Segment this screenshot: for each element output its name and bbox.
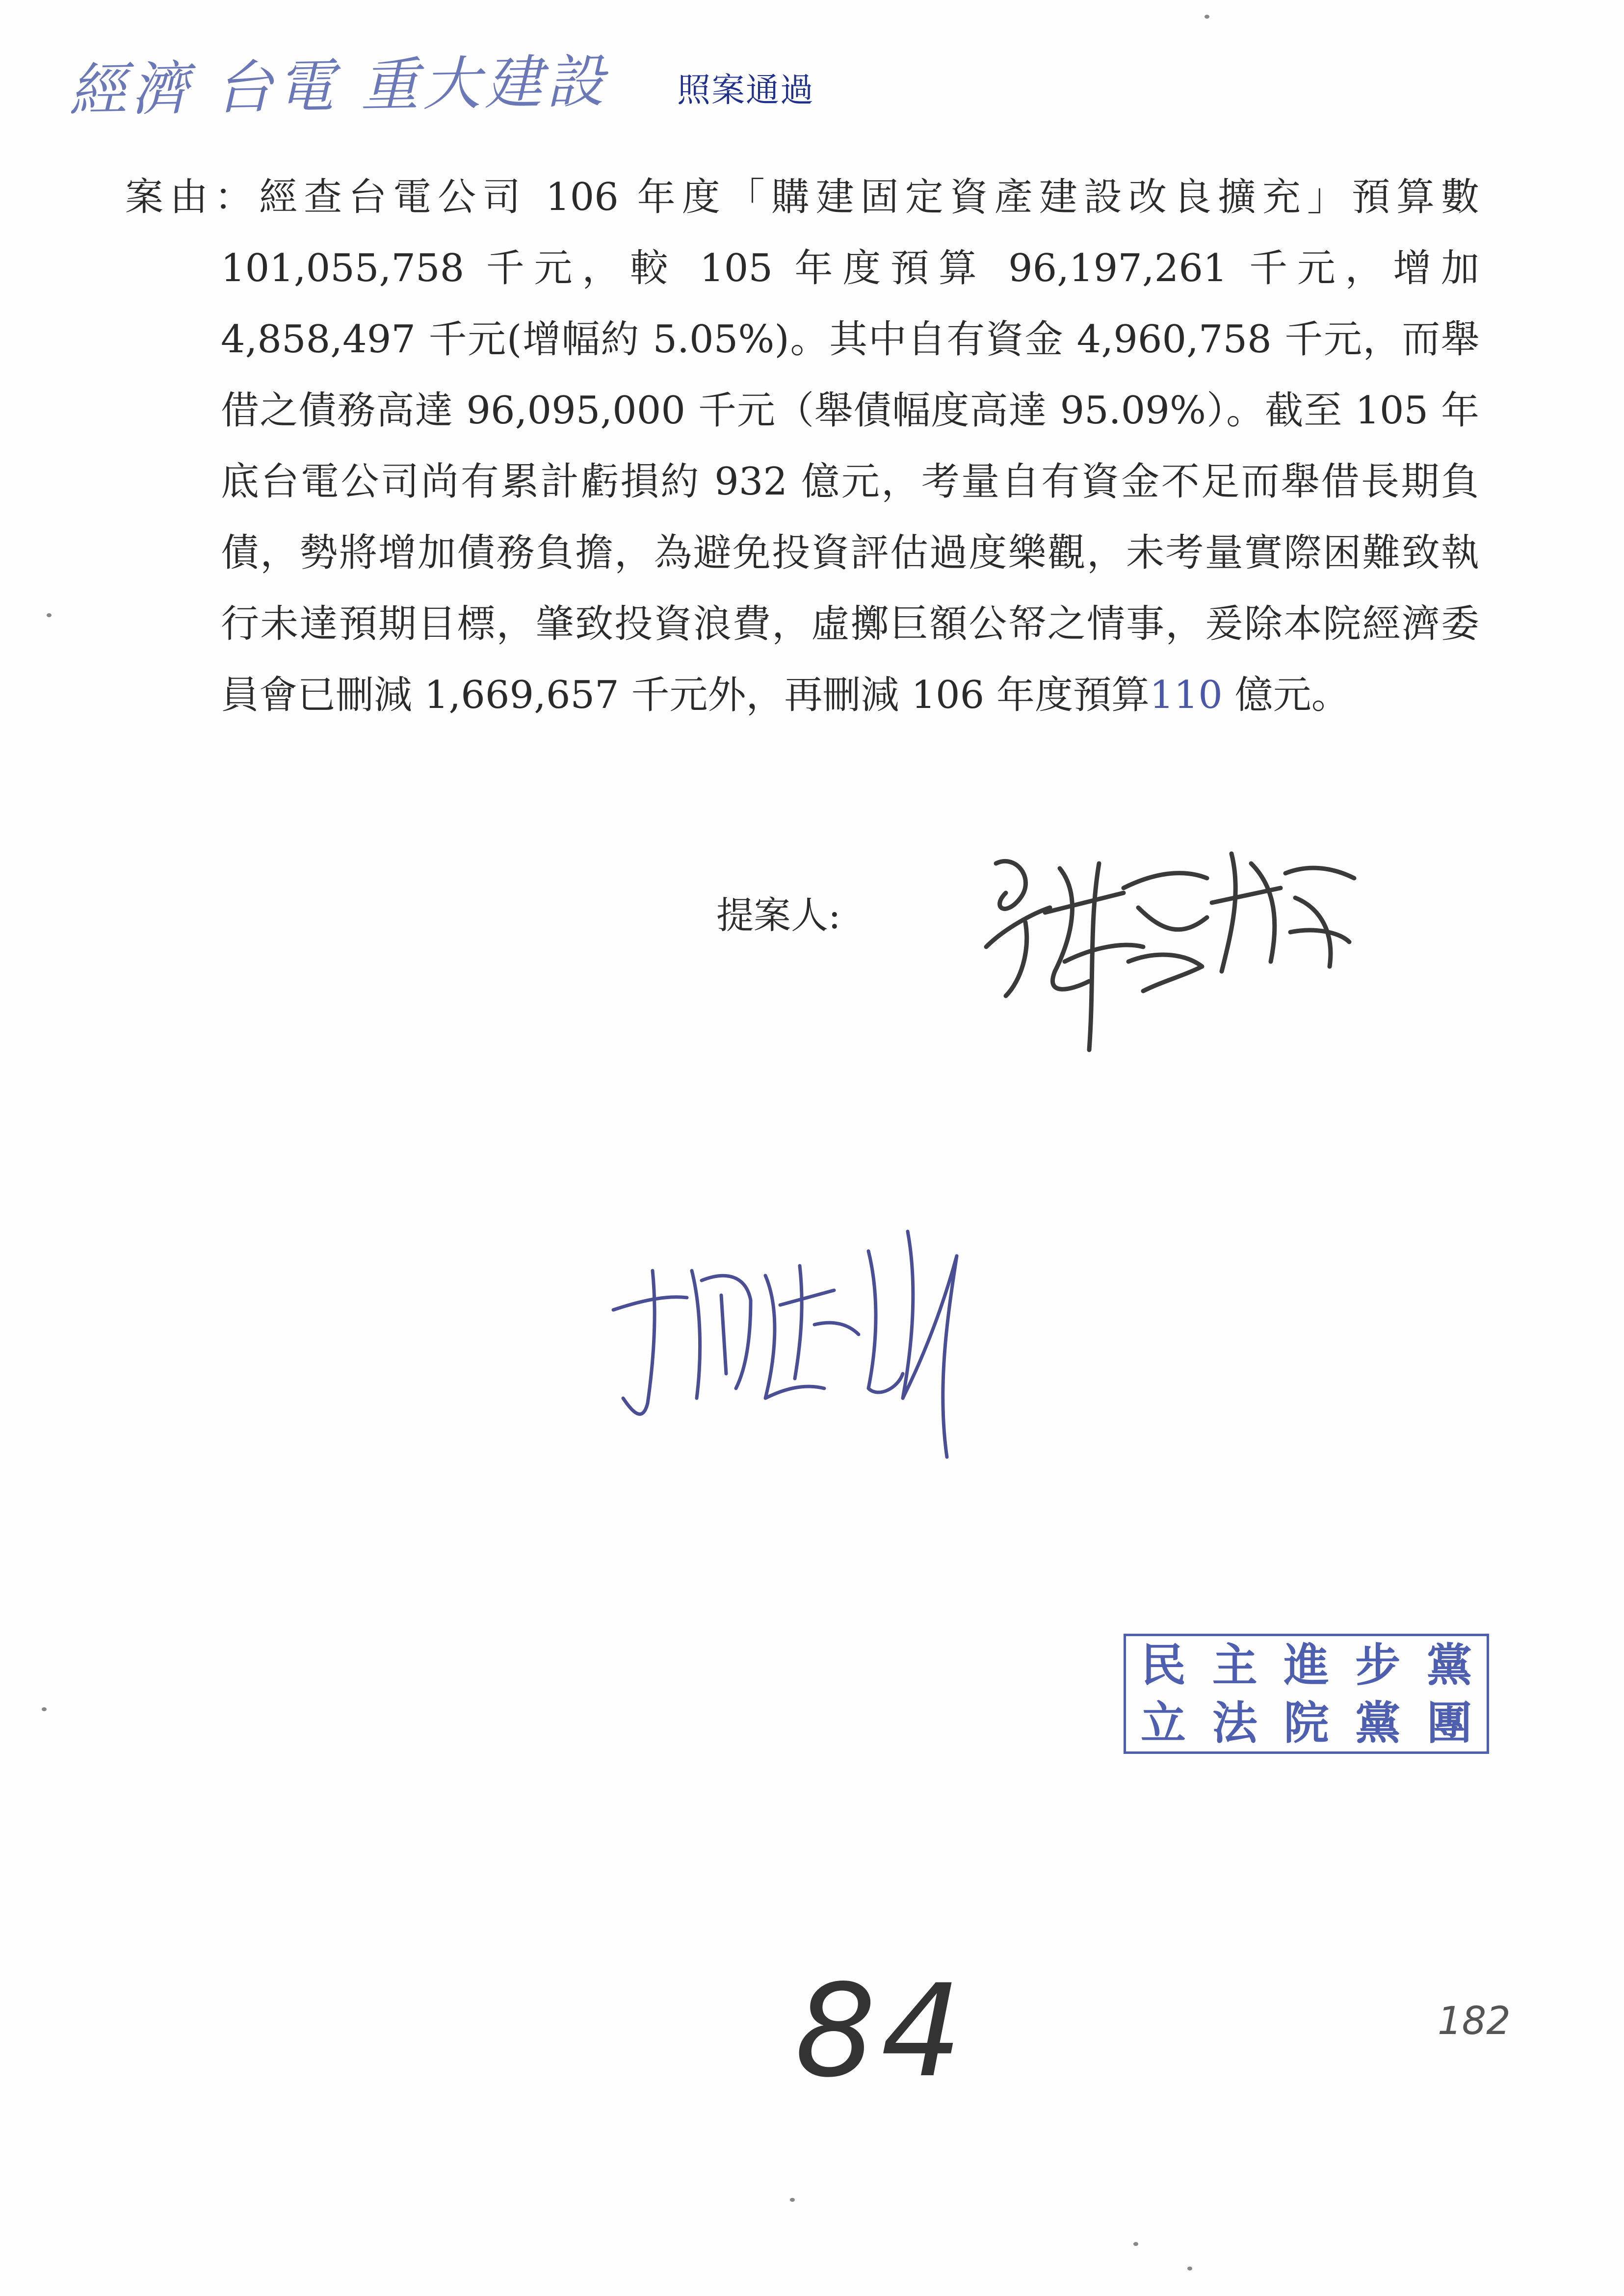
serial-number: 182	[1438, 1999, 1511, 2043]
stamp-row-1	[1141, 1636, 1472, 1694]
party-caucus-stamp	[1124, 1634, 1489, 1754]
proposer-label: 提案人:	[716, 893, 841, 937]
stamp-char: 團	[1426, 1696, 1472, 1749]
approval-stamp: 照案通過	[677, 71, 815, 110]
stamp-char: 法	[1212, 1696, 1257, 1749]
handwritten-note: 經濟 台電 重大建設	[68, 47, 609, 125]
stamp-char: 立	[1141, 1696, 1186, 1749]
motion-body	[125, 162, 1479, 731]
stamp-char: 民	[1141, 1639, 1186, 1692]
signature-2	[603, 1212, 1025, 1487]
motion-amount: 110	[1150, 673, 1223, 717]
stamp-char: 黨	[1426, 1639, 1472, 1692]
scan-speck	[1187, 2267, 1192, 2270]
page-number: 84	[795, 1957, 967, 2106]
motion-label: 案由：	[125, 175, 260, 219]
scan-speck	[42, 1707, 47, 1711]
stamp-char: 步	[1355, 1639, 1401, 1692]
stamp-char: 進	[1283, 1639, 1329, 1692]
scan-speck	[47, 613, 52, 617]
scan-speck	[1133, 2242, 1138, 2246]
stamp-char: 主	[1212, 1639, 1257, 1692]
motion-text: 經查台電公司 106 年度「購建固定資產建設改良擴充」預算數 101,055,758 千元，較 105 年度預算 96,197,261 千元，增加 4,858,497 千元(增幅約 5.05%)。其中自有資金 4,960,758 千元，而舉借之債務高達 96,095,000 千元（舉債幅度高達 95.09%）。截至 105 年底台電公司尚有累計虧損約 932 億元，考量自有資金不足而舉借長期負債，勢將增加債務負擔，為避免投資評估過度樂觀，未考量實際困難致執行未達預期目標，肇致投資浪費，虛擲巨額公帑之情事，爰除本院經濟委員會已刪減 1,669,657 千元外，再刪減 106 年度預算	[221, 175, 1479, 717]
signature-1	[976, 834, 1369, 1070]
stamp-char: 黨	[1355, 1696, 1401, 1749]
scan-speck	[790, 2198, 795, 2202]
motion-text-end: 億元。	[1222, 673, 1350, 717]
scan-speck	[1205, 15, 1209, 19]
motion-paragraph	[125, 162, 1479, 731]
stamp-char: 院	[1283, 1696, 1329, 1749]
stamp-row-2	[1141, 1694, 1472, 1752]
